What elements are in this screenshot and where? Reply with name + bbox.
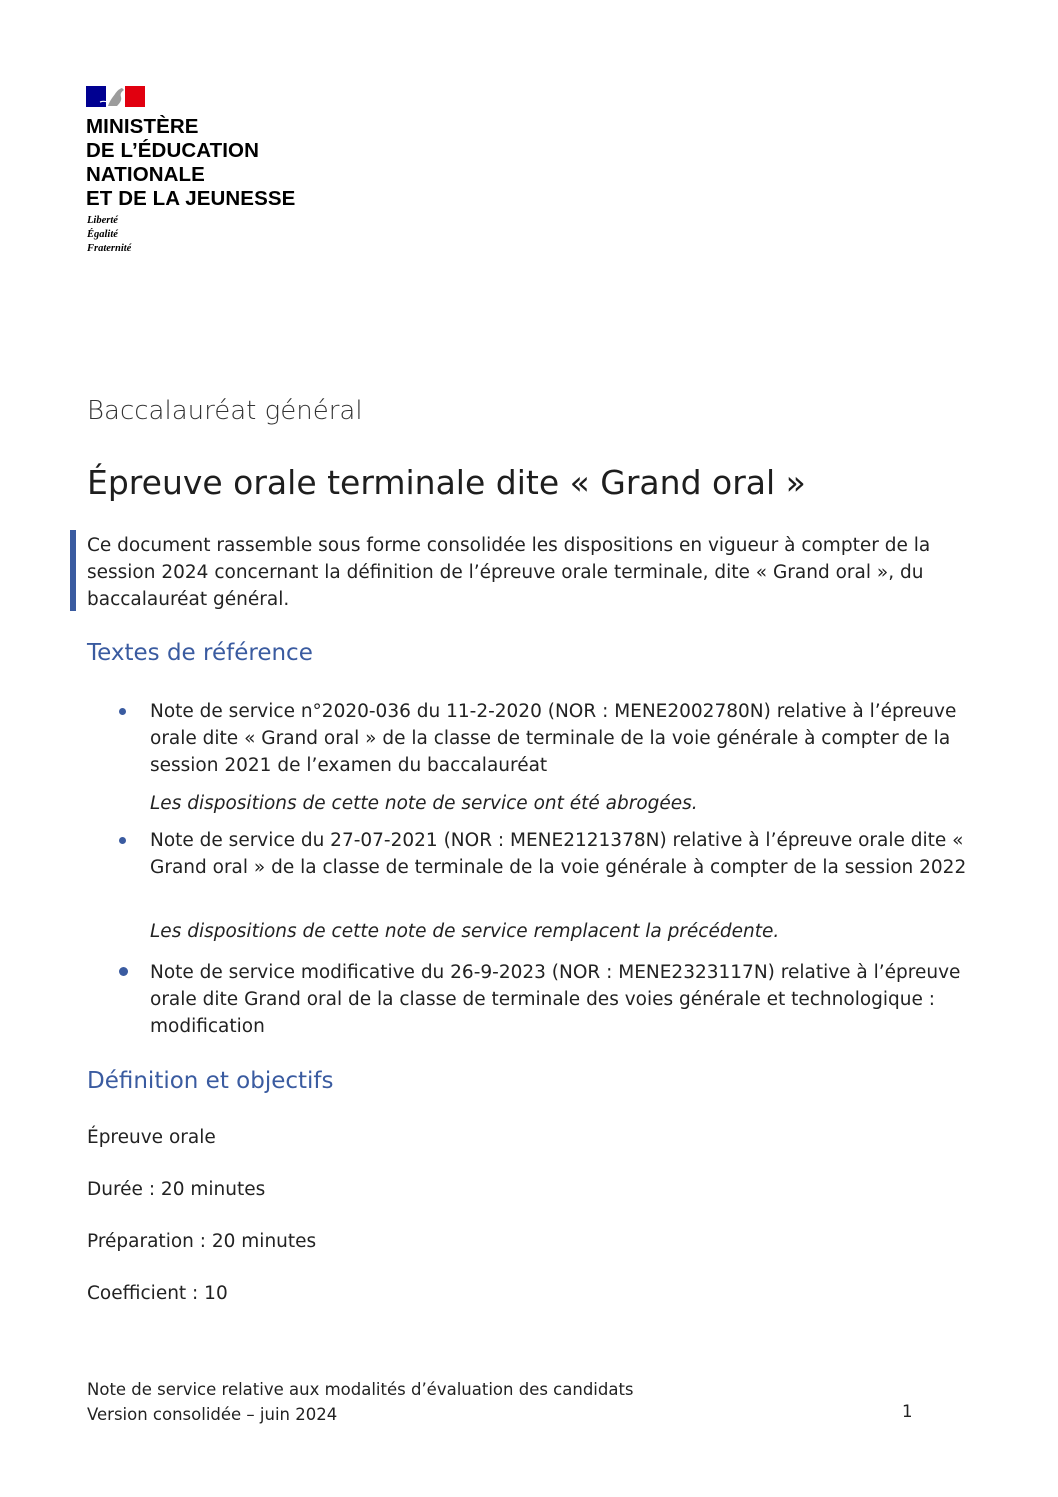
bullet-icon (119, 708, 126, 715)
page-number: 1 (902, 1402, 913, 1421)
document-subtitle: Baccalauréat général (87, 396, 363, 426)
republic-motto (87, 214, 131, 256)
definition-heading: Définition et objectifs (87, 1068, 334, 1094)
reference-note: Les dispositions de cette note de service ont été abrogées. (150, 793, 698, 814)
ministry-line: MINISTÈRE (86, 115, 199, 138)
ministry-line: NATIONALE (86, 163, 205, 186)
footer-line: Version consolidée – juin 2024 (87, 1405, 338, 1424)
definition-line: Coefficient : 10 (87, 1283, 228, 1304)
intro-accent-bar (70, 530, 76, 611)
motto-line: Fraternité (87, 243, 132, 254)
ministry-line: DE L’ÉDUCATION (86, 139, 259, 162)
ministry-name (86, 115, 346, 211)
page-footer (87, 1377, 634, 1427)
definition-line: Épreuve orale (87, 1127, 216, 1148)
reference-note: Les dispositions de cette note de service remplacent la précédente. (150, 921, 780, 942)
reference-item: Note de service modificative du 26-9-2023 (NOR : MENE2323117N) relative à l’épreuve orale dite Grand oral de la classe de terminale des voies générale et technologique : modification (150, 962, 961, 1037)
bullet-icon (119, 837, 126, 844)
bullet-icon (119, 967, 128, 976)
footer-line: Note de service relative aux modalités d’évaluation des candidats (87, 1380, 634, 1399)
definition-line: Durée : 20 minutes (87, 1179, 266, 1200)
intro-paragraph: Ce document rassemble sous forme consolidée les dispositions en vigueur à compter de la session 2024 concernant la définition de l’épreuve orale terminale, dite « Grand oral », du baccalauréat général. (87, 535, 931, 610)
references-heading: Textes de référence (87, 640, 313, 666)
motto-line: Égalité (87, 229, 118, 240)
reference-item: Note de service du 27-07-2021 (NOR : MENE2121378N) relative à l’épreuve orale dite « Grand oral » de la classe de terminale de la voie générale à compter de la session 2022 (150, 830, 967, 878)
ministry-line: ET DE LA JEUNESSE (86, 187, 296, 210)
document-title: Épreuve orale terminale dite « Grand oral » (87, 463, 806, 502)
reference-item: Note de service n°2020-036 du 11-2-2020 (NOR : MENE2002780N) relative à l’épreuve orale dite « Grand oral » de la classe de terminale de la voie générale à compter de la session 2021 de l’examen du baccalauréat (150, 701, 957, 776)
marianne-logo-icon (86, 86, 145, 107)
motto-line: Liberté (87, 215, 118, 226)
definition-line: Préparation : 20 minutes (87, 1231, 317, 1252)
